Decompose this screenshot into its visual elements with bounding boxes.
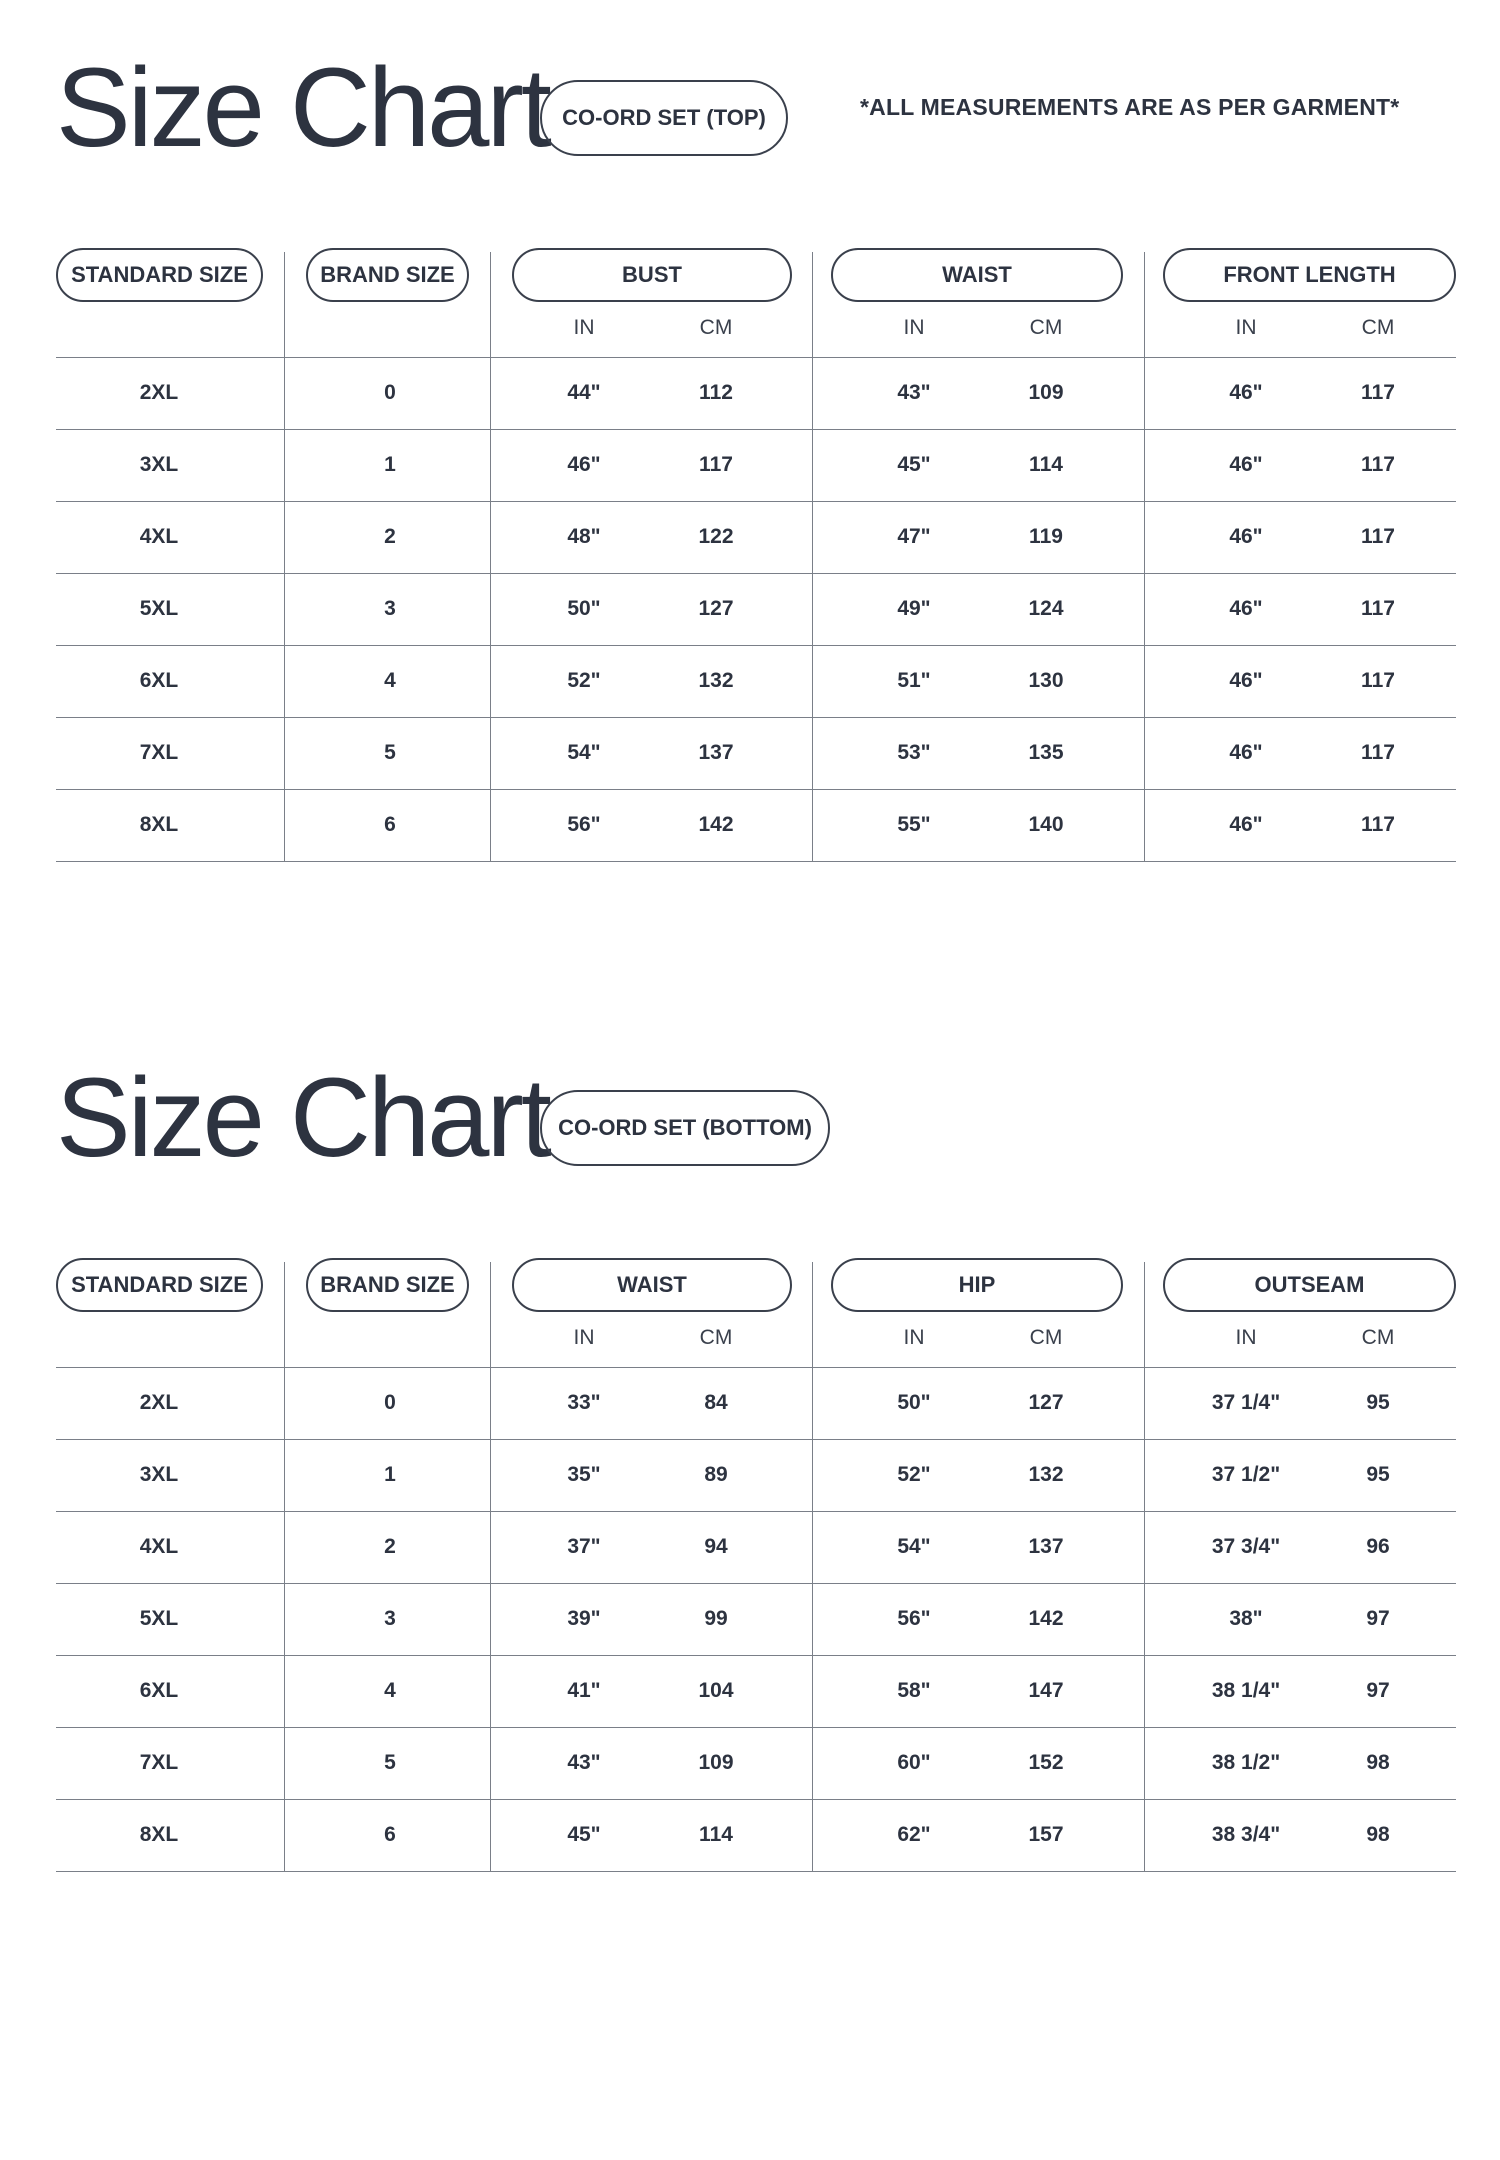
cm-value-cell: 117 (1361, 741, 1395, 764)
cm-value-cell: 135 (1028, 741, 1064, 764)
size-chart-bottom (0, 1010, 1500, 1846)
cm-value-cell: 117 (699, 453, 733, 476)
in-value-cell: 37 1/4" (1211, 1391, 1281, 1414)
table-row-divider (56, 645, 1456, 646)
in-value-cell: 55" (897, 813, 931, 836)
cm-value-cell: 97 (1366, 1607, 1390, 1630)
header-rule (56, 357, 1456, 358)
cm-value-cell: 94 (704, 1535, 728, 1558)
in-value-cell: 45" (567, 1823, 601, 1846)
column-divider (1144, 1262, 1145, 1872)
cm-value-cell: 124 (1028, 597, 1064, 620)
unit-cm-label: CM (699, 1326, 733, 1349)
table-row-divider (56, 861, 1456, 862)
cm-value-cell: 157 (1028, 1823, 1064, 1846)
in-value-cell: 50" (567, 597, 601, 620)
hip-header: HIP (831, 1258, 1123, 1312)
cm-value-cell: 89 (704, 1463, 728, 1486)
cm-value-cell: 109 (1028, 381, 1064, 404)
measurement-note: *ALL MEASUREMENTS ARE AS PER GARMENT* (860, 94, 1400, 120)
in-value-cell: 56" (567, 813, 601, 836)
unit-cm-label: CM (1361, 1326, 1395, 1349)
cm-value-cell: 117 (1361, 381, 1395, 404)
in-value-cell: 47" (897, 525, 931, 548)
unit-in-label: IN (1235, 316, 1257, 339)
brand-size-cell: 0 (384, 1391, 396, 1414)
outseam-header: OUTSEAM (1163, 1258, 1456, 1312)
brand-size-cell: 5 (384, 741, 396, 764)
brand-size-cell: 1 (384, 453, 396, 476)
cm-value-cell: 109 (698, 1751, 734, 1774)
brand-size-cell: 2 (384, 1535, 396, 1558)
in-value-cell: 38 3/4" (1211, 1823, 1281, 1846)
in-value-cell: 45" (897, 453, 931, 476)
front-length-header: FRONT LENGTH (1163, 248, 1456, 302)
cm-value-cell: 127 (1028, 1391, 1064, 1414)
in-value-cell: 54" (567, 741, 601, 764)
in-value-cell: 35" (567, 1463, 601, 1486)
in-value-cell: 49" (897, 597, 931, 620)
unit-in-label: IN (903, 316, 925, 339)
brand-size-cell: 2 (384, 525, 396, 548)
cm-value-cell: 99 (704, 1607, 728, 1630)
cm-value-cell: 98 (1366, 1823, 1390, 1846)
standard-size-cell: 4XL (139, 525, 179, 548)
cm-value-cell: 137 (698, 741, 734, 764)
in-value-cell: 46" (1229, 381, 1263, 404)
in-value-cell: 46" (1229, 669, 1263, 692)
table-row-divider (56, 501, 1456, 502)
waist-header: WAIST (512, 1258, 792, 1312)
cm-value-cell: 122 (698, 525, 734, 548)
standard-size-cell: 8XL (139, 813, 179, 836)
brand-size-cell: 4 (384, 1679, 396, 1702)
cm-value-cell: 147 (1028, 1679, 1064, 1702)
standard-size-cell: 4XL (139, 1535, 179, 1558)
column-divider (490, 252, 491, 862)
standard-size-header: STANDARD SIZE (56, 248, 263, 302)
unit-cm-label: CM (1029, 1326, 1063, 1349)
cm-value-cell: 132 (1028, 1463, 1064, 1486)
page-title: Size Chart (56, 45, 549, 170)
column-divider (490, 1262, 491, 1872)
standard-size-cell: 3XL (139, 1463, 179, 1486)
cm-value-cell: 117 (1361, 525, 1395, 548)
table-row-divider (56, 573, 1456, 574)
cm-value-cell: 104 (698, 1679, 734, 1702)
column-divider (812, 1262, 813, 1872)
table-row-divider (56, 1439, 1456, 1440)
size-chart-top (0, 0, 1500, 836)
cm-value-cell: 152 (1028, 1751, 1064, 1774)
bust-header: BUST (512, 248, 792, 302)
waist-header: WAIST (831, 248, 1123, 302)
in-value-cell: 37 3/4" (1211, 1535, 1281, 1558)
in-value-cell: 52" (897, 1463, 931, 1486)
standard-size-cell: 6XL (139, 669, 179, 692)
cm-value-cell: 127 (698, 597, 734, 620)
in-value-cell: 62" (897, 1823, 931, 1846)
in-value-cell: 53" (897, 741, 931, 764)
in-value-cell: 60" (897, 1751, 931, 1774)
standard-size-cell: 8XL (139, 1823, 179, 1846)
cm-value-cell: 114 (1029, 453, 1063, 476)
table-row-divider (56, 717, 1456, 718)
in-value-cell: 43" (897, 381, 931, 404)
standard-size-cell: 2XL (139, 381, 179, 404)
cm-value-cell: 98 (1366, 1751, 1390, 1774)
brand-size-cell: 0 (384, 381, 396, 404)
cm-value-cell: 132 (698, 669, 734, 692)
column-divider (1144, 252, 1145, 862)
cm-value-cell: 95 (1366, 1463, 1390, 1486)
cm-value-cell: 142 (698, 813, 734, 836)
brand-size-header: BRAND SIZE (306, 1258, 469, 1312)
cm-value-cell: 119 (1029, 525, 1063, 548)
cm-value-cell: 97 (1366, 1679, 1390, 1702)
in-value-cell: 56" (897, 1607, 931, 1630)
table-row-divider (56, 1583, 1456, 1584)
unit-in-label: IN (573, 316, 595, 339)
table-row-divider (56, 789, 1456, 790)
cm-value-cell: 117 (1361, 669, 1395, 692)
table-row-divider (56, 429, 1456, 430)
standard-size-cell: 7XL (139, 1751, 179, 1774)
column-divider (284, 252, 285, 862)
in-value-cell: 44" (567, 381, 601, 404)
brand-size-cell: 6 (384, 1823, 396, 1846)
in-value-cell: 38 1/2" (1211, 1751, 1281, 1774)
cm-value-cell: 117 (1361, 813, 1395, 836)
table-row-divider (56, 1511, 1456, 1512)
cm-value-cell: 114 (699, 1823, 733, 1846)
table-row-divider (56, 1655, 1456, 1656)
column-divider (812, 252, 813, 862)
in-value-cell: 33" (567, 1391, 601, 1414)
in-value-cell: 43" (567, 1751, 601, 1774)
product-badge: CO-ORD SET (TOP) (540, 80, 788, 156)
in-value-cell: 46" (1229, 597, 1263, 620)
in-value-cell: 38" (1229, 1607, 1263, 1630)
page-title: Size Chart (56, 1055, 549, 1180)
standard-size-cell: 7XL (139, 741, 179, 764)
table-row-divider (56, 1871, 1456, 1872)
in-value-cell: 46" (1229, 525, 1263, 548)
cm-value-cell: 137 (1028, 1535, 1064, 1558)
brand-size-cell: 4 (384, 669, 396, 692)
cm-value-cell: 142 (1028, 1607, 1064, 1630)
brand-size-cell: 3 (384, 597, 396, 620)
in-value-cell: 46" (1229, 453, 1263, 476)
cm-value-cell: 117 (1361, 597, 1395, 620)
in-value-cell: 48" (567, 525, 601, 548)
table-row-divider (56, 1799, 1456, 1800)
in-value-cell: 58" (897, 1679, 931, 1702)
cm-value-cell: 140 (1028, 813, 1064, 836)
brand-size-header: BRAND SIZE (306, 248, 469, 302)
in-value-cell: 54" (897, 1535, 931, 1558)
in-value-cell: 46" (567, 453, 601, 476)
unit-in-label: IN (1235, 1326, 1257, 1349)
in-value-cell: 46" (1229, 741, 1263, 764)
brand-size-cell: 1 (384, 1463, 396, 1486)
table-row-divider (56, 1727, 1456, 1728)
in-value-cell: 46" (1229, 813, 1263, 836)
in-value-cell: 52" (567, 669, 601, 692)
standard-size-cell: 2XL (139, 1391, 179, 1414)
cm-value-cell: 130 (1028, 669, 1064, 692)
brand-size-cell: 3 (384, 1607, 396, 1630)
header-rule (56, 1367, 1456, 1368)
unit-cm-label: CM (699, 316, 733, 339)
in-value-cell: 37 1/2" (1211, 1463, 1281, 1486)
in-value-cell: 50" (897, 1391, 931, 1414)
cm-value-cell: 95 (1366, 1391, 1390, 1414)
in-value-cell: 37" (567, 1535, 601, 1558)
brand-size-cell: 5 (384, 1751, 396, 1774)
cm-value-cell: 96 (1366, 1535, 1390, 1558)
unit-cm-label: CM (1029, 316, 1063, 339)
standard-size-cell: 6XL (139, 1679, 179, 1702)
in-value-cell: 41" (567, 1679, 601, 1702)
standard-size-cell: 3XL (139, 453, 179, 476)
unit-in-label: IN (573, 1326, 595, 1349)
unit-cm-label: CM (1361, 316, 1395, 339)
brand-size-cell: 6 (384, 813, 396, 836)
standard-size-cell: 5XL (139, 597, 179, 620)
cm-value-cell: 112 (699, 381, 733, 404)
standard-size-cell: 5XL (139, 1607, 179, 1630)
cm-value-cell: 117 (1361, 453, 1395, 476)
column-divider (284, 1262, 285, 1872)
in-value-cell: 39" (567, 1607, 601, 1630)
product-badge: CO-ORD SET (BOTTOM) (540, 1090, 830, 1166)
unit-in-label: IN (903, 1326, 925, 1349)
in-value-cell: 51" (897, 669, 931, 692)
in-value-cell: 38 1/4" (1211, 1679, 1281, 1702)
cm-value-cell: 84 (704, 1391, 728, 1414)
standard-size-header: STANDARD SIZE (56, 1258, 263, 1312)
